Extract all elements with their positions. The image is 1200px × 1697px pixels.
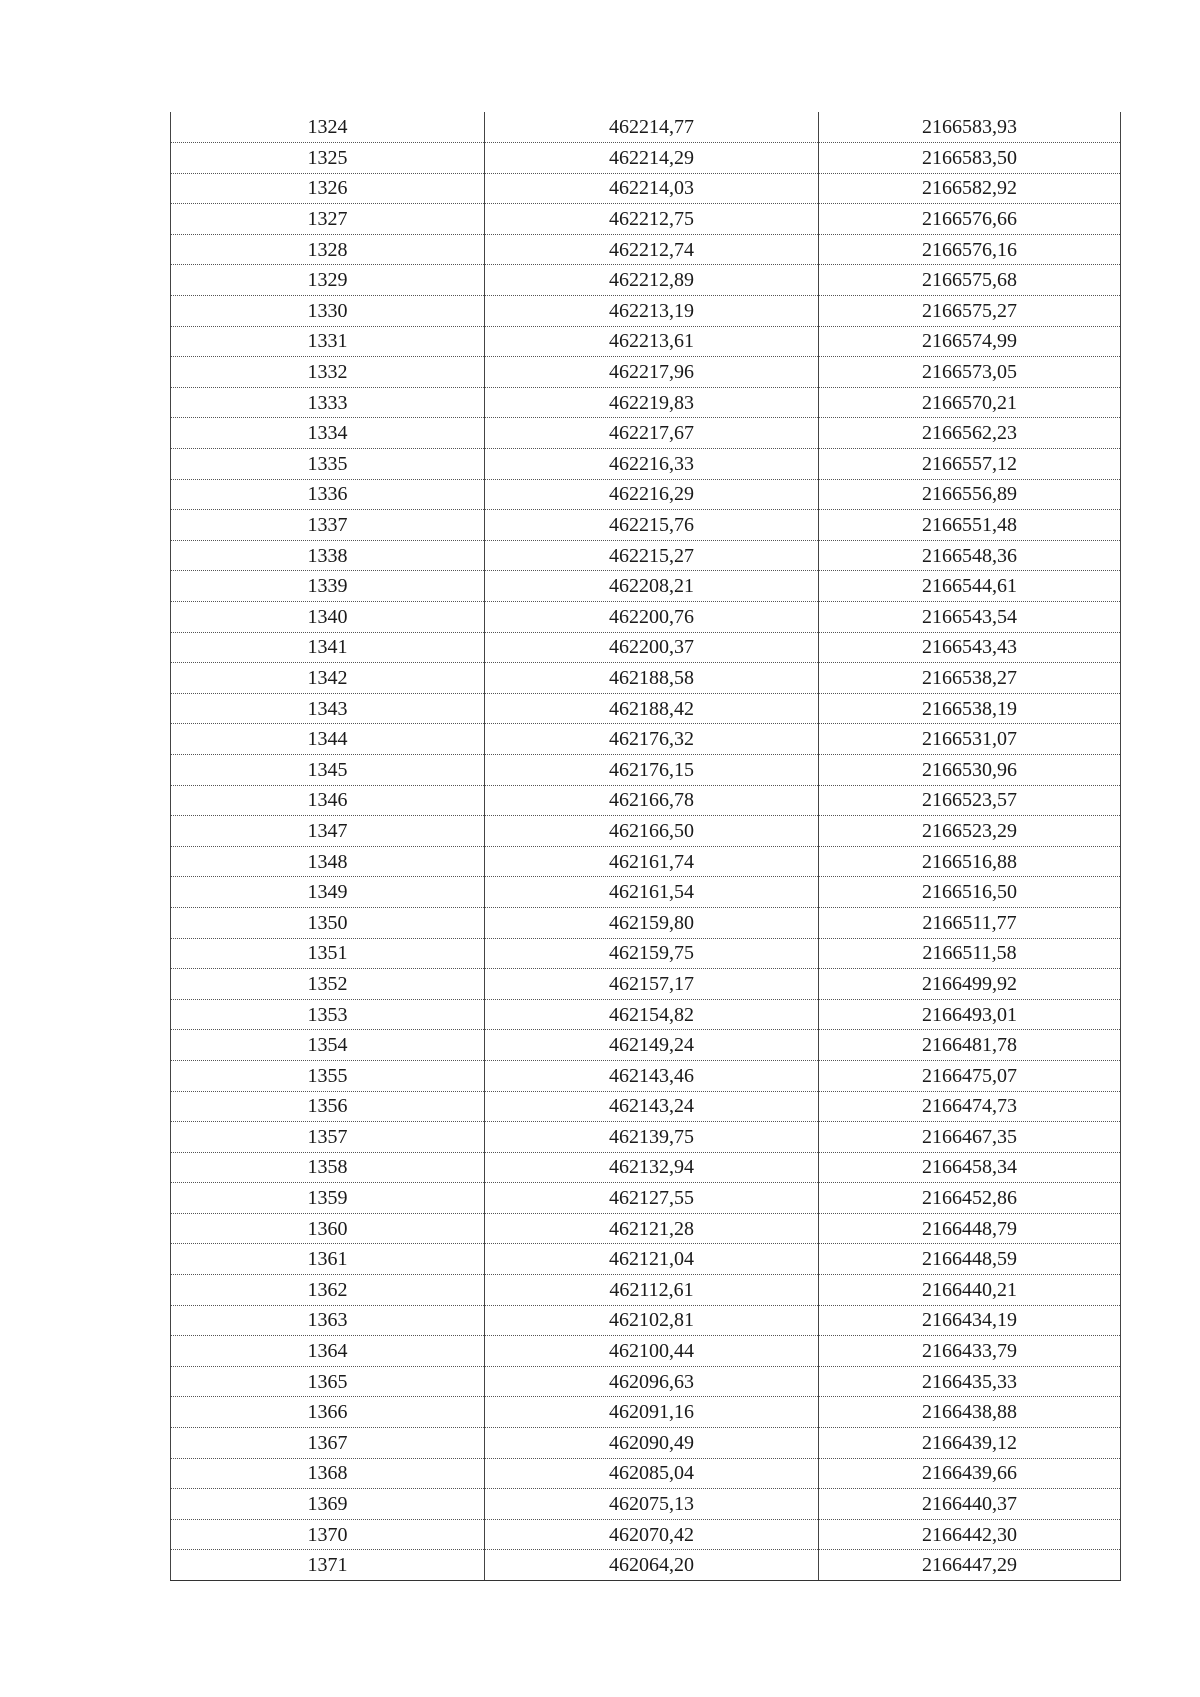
x-coordinate-cell: 462121,04 <box>485 1244 819 1275</box>
point-number-cell: 1348 <box>171 846 485 877</box>
point-number-cell: 1366 <box>171 1397 485 1428</box>
x-coordinate-cell: 462212,75 <box>485 204 819 235</box>
x-coordinate-cell: 462213,61 <box>485 326 819 357</box>
table-row <box>171 296 1121 327</box>
x-coordinate-cell: 462212,89 <box>485 265 819 296</box>
table-row <box>171 143 1121 174</box>
table-row <box>171 510 1121 541</box>
table-row <box>171 326 1121 357</box>
point-number-cell: 1358 <box>171 1152 485 1183</box>
table-row <box>171 999 1121 1030</box>
table-row <box>171 846 1121 877</box>
point-number-cell: 1339 <box>171 571 485 602</box>
table-row <box>171 173 1121 204</box>
table-row <box>171 1519 1121 1550</box>
y-coordinate-cell: 2166538,27 <box>819 663 1121 694</box>
point-number-cell: 1363 <box>171 1305 485 1336</box>
point-number-cell: 1357 <box>171 1122 485 1153</box>
point-number-cell: 1362 <box>171 1275 485 1306</box>
x-coordinate-cell: 462200,37 <box>485 632 819 663</box>
point-number-cell: 1341 <box>171 632 485 663</box>
x-coordinate-cell: 462139,75 <box>485 1122 819 1153</box>
x-coordinate-cell: 462188,58 <box>485 663 819 694</box>
point-number-cell: 1329 <box>171 265 485 296</box>
point-number-cell: 1324 <box>171 112 485 143</box>
y-coordinate-cell: 2166530,96 <box>819 754 1121 785</box>
point-number-cell: 1354 <box>171 1030 485 1061</box>
table-row <box>171 969 1121 1000</box>
point-number-cell: 1332 <box>171 357 485 388</box>
x-coordinate-cell: 462132,94 <box>485 1152 819 1183</box>
y-coordinate-cell: 2166523,57 <box>819 785 1121 816</box>
x-coordinate-cell: 462112,61 <box>485 1275 819 1306</box>
y-coordinate-cell: 2166435,33 <box>819 1366 1121 1397</box>
point-number-cell: 1328 <box>171 234 485 265</box>
point-number-cell: 1361 <box>171 1244 485 1275</box>
point-number-cell: 1335 <box>171 449 485 480</box>
point-number-cell: 1371 <box>171 1550 485 1581</box>
point-number-cell: 1359 <box>171 1183 485 1214</box>
point-number-cell: 1368 <box>171 1458 485 1489</box>
y-coordinate-cell: 2166447,29 <box>819 1550 1121 1581</box>
table-row <box>171 1152 1121 1183</box>
x-coordinate-cell: 462214,77 <box>485 112 819 143</box>
table-row <box>171 663 1121 694</box>
y-coordinate-cell: 2166570,21 <box>819 387 1121 418</box>
table-row <box>171 479 1121 510</box>
x-coordinate-cell: 462176,15 <box>485 754 819 785</box>
table-row <box>171 877 1121 908</box>
point-number-cell: 1336 <box>171 479 485 510</box>
y-coordinate-cell: 2166576,16 <box>819 234 1121 265</box>
y-coordinate-cell: 2166433,79 <box>819 1336 1121 1367</box>
point-number-cell: 1342 <box>171 663 485 694</box>
y-coordinate-cell: 2166531,07 <box>819 724 1121 755</box>
point-number-cell: 1338 <box>171 540 485 571</box>
y-coordinate-cell: 2166434,19 <box>819 1305 1121 1336</box>
point-number-cell: 1356 <box>171 1091 485 1122</box>
point-number-cell: 1364 <box>171 1336 485 1367</box>
y-coordinate-cell: 2166440,37 <box>819 1489 1121 1520</box>
coordinate-table <box>170 112 1121 1581</box>
x-coordinate-cell: 462214,03 <box>485 173 819 204</box>
y-coordinate-cell: 2166448,59 <box>819 1244 1121 1275</box>
x-coordinate-cell: 462127,55 <box>485 1183 819 1214</box>
y-coordinate-cell: 2166467,35 <box>819 1122 1121 1153</box>
x-coordinate-cell: 462217,96 <box>485 357 819 388</box>
point-number-cell: 1326 <box>171 173 485 204</box>
table-row <box>171 754 1121 785</box>
point-number-cell: 1346 <box>171 785 485 816</box>
x-coordinate-cell: 462149,24 <box>485 1030 819 1061</box>
table-row <box>171 1336 1121 1367</box>
y-coordinate-cell: 2166474,73 <box>819 1091 1121 1122</box>
point-number-cell: 1333 <box>171 387 485 418</box>
table-row <box>171 357 1121 388</box>
point-number-cell: 1337 <box>171 510 485 541</box>
point-number-cell: 1369 <box>171 1489 485 1520</box>
y-coordinate-cell: 2166575,68 <box>819 265 1121 296</box>
y-coordinate-cell: 2166557,12 <box>819 449 1121 480</box>
x-coordinate-cell: 462208,21 <box>485 571 819 602</box>
table-row <box>171 1122 1121 1153</box>
table-row <box>171 1428 1121 1459</box>
x-coordinate-cell: 462102,81 <box>485 1305 819 1336</box>
table-row <box>171 785 1121 816</box>
table-row <box>171 938 1121 969</box>
y-coordinate-cell: 2166511,77 <box>819 907 1121 938</box>
table-row <box>171 724 1121 755</box>
x-coordinate-cell: 462159,75 <box>485 938 819 969</box>
x-coordinate-cell: 462219,83 <box>485 387 819 418</box>
table-row <box>171 1091 1121 1122</box>
y-coordinate-cell: 2166574,99 <box>819 326 1121 357</box>
y-coordinate-cell: 2166582,92 <box>819 173 1121 204</box>
y-coordinate-cell: 2166551,48 <box>819 510 1121 541</box>
y-coordinate-cell: 2166543,43 <box>819 632 1121 663</box>
y-coordinate-cell: 2166438,88 <box>819 1397 1121 1428</box>
x-coordinate-cell: 462188,42 <box>485 693 819 724</box>
x-coordinate-cell: 462213,19 <box>485 296 819 327</box>
point-number-cell: 1367 <box>171 1428 485 1459</box>
x-coordinate-cell: 462161,54 <box>485 877 819 908</box>
table-row <box>171 693 1121 724</box>
y-coordinate-cell: 2166516,88 <box>819 846 1121 877</box>
table-row <box>171 540 1121 571</box>
x-coordinate-cell: 462143,46 <box>485 1060 819 1091</box>
y-coordinate-cell: 2166575,27 <box>819 296 1121 327</box>
y-coordinate-cell: 2166481,78 <box>819 1030 1121 1061</box>
y-coordinate-cell: 2166440,21 <box>819 1275 1121 1306</box>
y-coordinate-cell: 2166573,05 <box>819 357 1121 388</box>
point-number-cell: 1347 <box>171 816 485 847</box>
table-row <box>171 387 1121 418</box>
point-number-cell: 1331 <box>171 326 485 357</box>
y-coordinate-cell: 2166475,07 <box>819 1060 1121 1091</box>
x-coordinate-cell: 462217,67 <box>485 418 819 449</box>
table-row <box>171 449 1121 480</box>
x-coordinate-cell: 462176,32 <box>485 724 819 755</box>
y-coordinate-cell: 2166556,89 <box>819 479 1121 510</box>
y-coordinate-cell: 2166499,92 <box>819 969 1121 1000</box>
point-number-cell: 1353 <box>171 999 485 1030</box>
x-coordinate-cell: 462166,78 <box>485 785 819 816</box>
point-number-cell: 1355 <box>171 1060 485 1091</box>
y-coordinate-cell: 2166458,34 <box>819 1152 1121 1183</box>
point-number-cell: 1345 <box>171 754 485 785</box>
table-row <box>171 632 1121 663</box>
x-coordinate-cell: 462214,29 <box>485 143 819 174</box>
table-row <box>171 816 1121 847</box>
point-number-cell: 1352 <box>171 969 485 1000</box>
y-coordinate-cell: 2166544,61 <box>819 571 1121 602</box>
point-number-cell: 1349 <box>171 877 485 908</box>
point-number-cell: 1351 <box>171 938 485 969</box>
x-coordinate-cell: 462200,76 <box>485 602 819 633</box>
x-coordinate-cell: 462216,29 <box>485 479 819 510</box>
x-coordinate-cell: 462161,74 <box>485 846 819 877</box>
table-row <box>171 112 1121 143</box>
y-coordinate-cell: 2166452,86 <box>819 1183 1121 1214</box>
y-coordinate-cell: 2166523,29 <box>819 816 1121 847</box>
x-coordinate-cell: 462212,74 <box>485 234 819 265</box>
x-coordinate-cell: 462075,13 <box>485 1489 819 1520</box>
table-row <box>171 234 1121 265</box>
x-coordinate-cell: 462085,04 <box>485 1458 819 1489</box>
table-row <box>171 1458 1121 1489</box>
x-coordinate-cell: 462100,44 <box>485 1336 819 1367</box>
x-coordinate-cell: 462096,63 <box>485 1366 819 1397</box>
table-row <box>171 204 1121 235</box>
x-coordinate-cell: 462157,17 <box>485 969 819 1000</box>
x-coordinate-cell: 462215,27 <box>485 540 819 571</box>
table-row <box>171 1060 1121 1091</box>
table-row <box>171 265 1121 296</box>
y-coordinate-cell: 2166439,66 <box>819 1458 1121 1489</box>
table-row <box>171 1030 1121 1061</box>
y-coordinate-cell: 2166576,66 <box>819 204 1121 235</box>
point-number-cell: 1325 <box>171 143 485 174</box>
table-row <box>171 1305 1121 1336</box>
x-coordinate-cell: 462143,24 <box>485 1091 819 1122</box>
x-coordinate-cell: 462216,33 <box>485 449 819 480</box>
y-coordinate-cell: 2166543,54 <box>819 602 1121 633</box>
y-coordinate-cell: 2166439,12 <box>819 1428 1121 1459</box>
point-number-cell: 1330 <box>171 296 485 327</box>
table-row <box>171 571 1121 602</box>
point-number-cell: 1334 <box>171 418 485 449</box>
y-coordinate-cell: 2166562,23 <box>819 418 1121 449</box>
table-row <box>171 1213 1121 1244</box>
table-row <box>171 602 1121 633</box>
table-row <box>171 907 1121 938</box>
y-coordinate-cell: 2166511,58 <box>819 938 1121 969</box>
y-coordinate-cell: 2166516,50 <box>819 877 1121 908</box>
point-number-cell: 1340 <box>171 602 485 633</box>
coordinate-table-body <box>171 112 1121 1581</box>
x-coordinate-cell: 462121,28 <box>485 1213 819 1244</box>
point-number-cell: 1343 <box>171 693 485 724</box>
table-row <box>171 1397 1121 1428</box>
point-number-cell: 1327 <box>171 204 485 235</box>
table-row <box>171 1366 1121 1397</box>
table-row <box>171 418 1121 449</box>
y-coordinate-cell: 2166583,50 <box>819 143 1121 174</box>
y-coordinate-cell: 2166548,36 <box>819 540 1121 571</box>
y-coordinate-cell: 2166583,93 <box>819 112 1121 143</box>
y-coordinate-cell: 2166442,30 <box>819 1519 1121 1550</box>
table-row <box>171 1489 1121 1520</box>
table-row <box>171 1183 1121 1214</box>
x-coordinate-cell: 462159,80 <box>485 907 819 938</box>
y-coordinate-cell: 2166448,79 <box>819 1213 1121 1244</box>
point-number-cell: 1370 <box>171 1519 485 1550</box>
x-coordinate-cell: 462166,50 <box>485 816 819 847</box>
x-coordinate-cell: 462215,76 <box>485 510 819 541</box>
x-coordinate-cell: 462091,16 <box>485 1397 819 1428</box>
x-coordinate-cell: 462090,49 <box>485 1428 819 1459</box>
point-number-cell: 1360 <box>171 1213 485 1244</box>
x-coordinate-cell: 462154,82 <box>485 999 819 1030</box>
y-coordinate-cell: 2166493,01 <box>819 999 1121 1030</box>
y-coordinate-cell: 2166538,19 <box>819 693 1121 724</box>
table-row <box>171 1550 1121 1581</box>
table-row <box>171 1275 1121 1306</box>
table-row <box>171 1244 1121 1275</box>
point-number-cell: 1365 <box>171 1366 485 1397</box>
point-number-cell: 1344 <box>171 724 485 755</box>
x-coordinate-cell: 462064,20 <box>485 1550 819 1581</box>
point-number-cell: 1350 <box>171 907 485 938</box>
x-coordinate-cell: 462070,42 <box>485 1519 819 1550</box>
